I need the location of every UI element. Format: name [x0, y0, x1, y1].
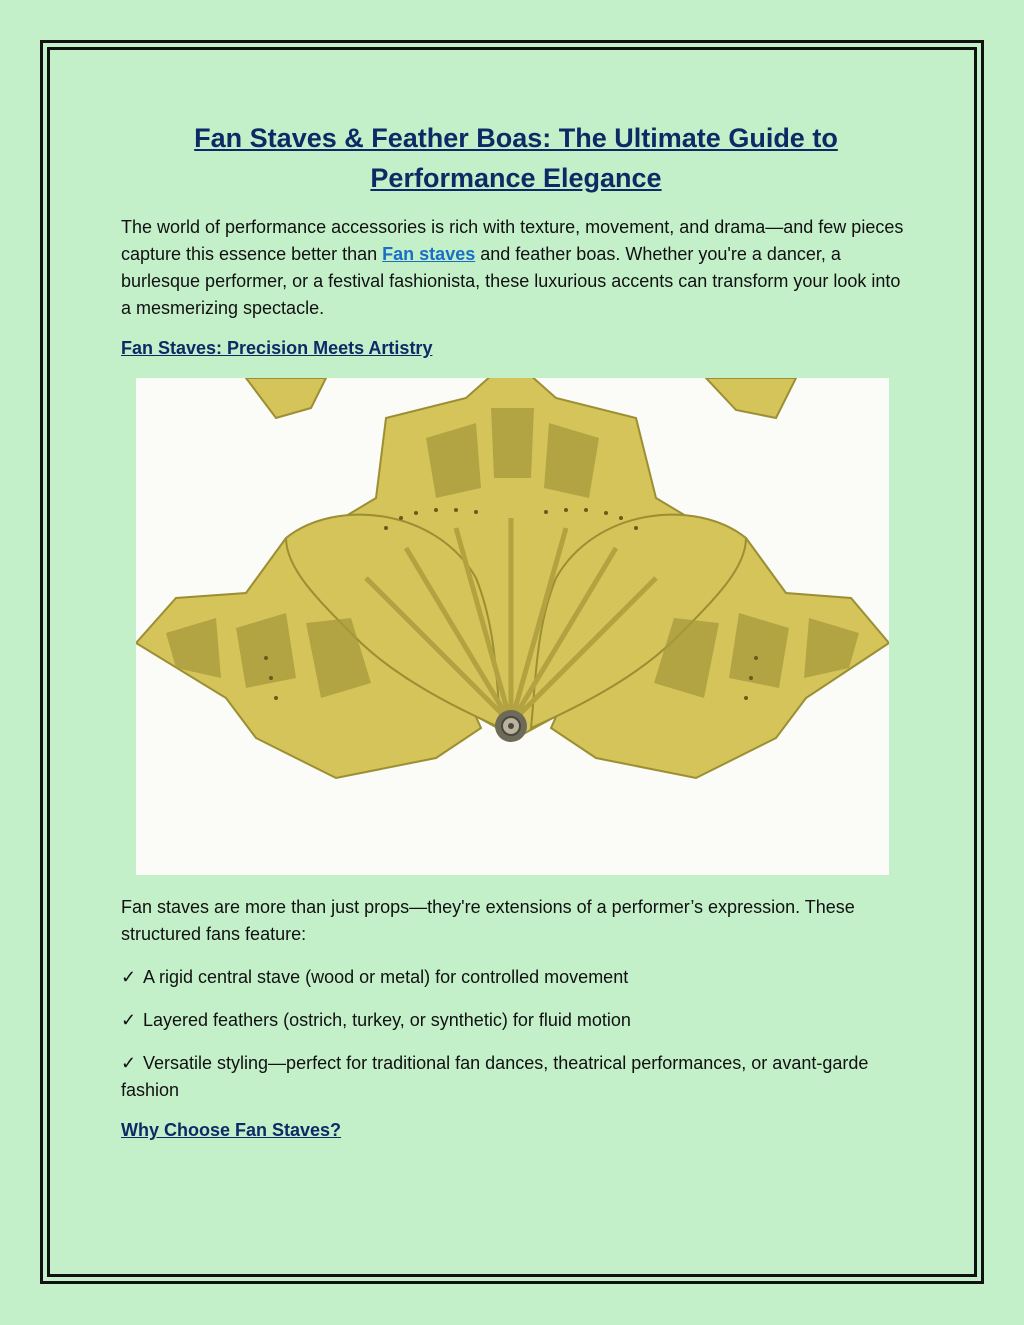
bullet-text: Layered feathers (ostrich, turkey, or synthetic) for fluid motion: [143, 1010, 631, 1030]
list-item: [121, 1050, 911, 1104]
section-heading-why-choose: Why Choose Fan Staves?: [121, 1120, 342, 1140]
list-item: [121, 964, 911, 991]
fan-staves-image: [136, 378, 889, 875]
checkmark-icon: ✓: [121, 1053, 137, 1073]
checkmark-icon: ✓: [121, 1010, 137, 1030]
list-item: [121, 1007, 911, 1034]
bullet-text: Versatile styling—perfect for traditional fan dances, theatrical performances, or avant-garde fashion: [121, 1053, 869, 1100]
fan-pivot-screw: [495, 710, 527, 742]
article: [121, 118, 911, 1142]
intro-text-end: and feather boas. Whether you're a dancer, a burlesque performer, or a festival fashionista, these luxurious accents can transform your look into a mesmerizing spectacle.: [121, 244, 901, 318]
section-heading-fan-staves: Fan Staves: Precision Meets Artistry: [121, 338, 433, 358]
fan-staves-illustration: [136, 378, 889, 875]
fan-staves-link[interactable]: Fan staves: [382, 244, 476, 264]
page-title: Fan Staves & Feather Boas: The Ultimate Guide to Performance Elegance: [194, 123, 838, 193]
bullet-text: A rigid central stave (wood or metal) for controlled movement: [143, 967, 629, 987]
checkmark-icon: ✓: [121, 967, 137, 987]
section1-body: Fan staves are more than just props—they're extensions of a performer’s expression. These structured fans feature:: [121, 897, 855, 944]
intro-paragraph: [121, 214, 911, 322]
intro-text-start: The world of performance accessories is rich with texture, movement, and drama—and few pieces capture this essence better than: [121, 217, 904, 264]
